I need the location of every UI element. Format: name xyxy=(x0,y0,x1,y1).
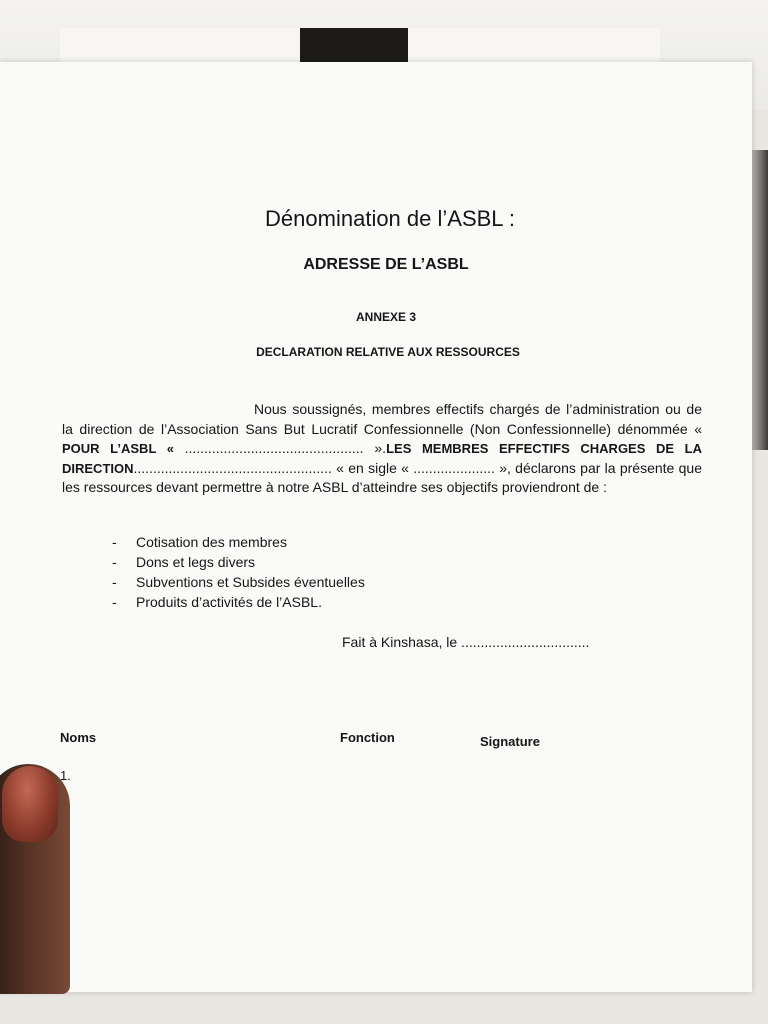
fingernail-image xyxy=(2,766,58,842)
bullet-dash: - xyxy=(112,594,117,610)
list-item-text: Produits d’activités de l’ASBL. xyxy=(136,594,322,610)
bullet-dash: - xyxy=(112,554,117,570)
paragraph-bold-1: POUR L’ASBL « xyxy=(62,441,185,456)
list-item-text: Cotisation des membres xyxy=(136,534,287,550)
document-page xyxy=(0,62,752,992)
column-noms: Noms xyxy=(60,730,97,745)
list-item xyxy=(112,572,365,592)
bullet-dash: - xyxy=(112,534,117,550)
column-signature: Signature xyxy=(480,734,540,749)
row-number: 1. xyxy=(60,768,71,783)
paragraph-bold-2: LES MEMBRES EFFECTIFS CHARGES DE LA DIRECTION xyxy=(62,441,702,476)
list-item xyxy=(112,532,365,552)
list-item-text: Subventions et Subsides éventuelles xyxy=(136,574,365,590)
paragraph-part-2: .............................................. ». xyxy=(184,440,387,456)
list-item xyxy=(112,592,365,612)
list-item-text: Dons et legs divers xyxy=(136,554,256,570)
bullet-dash: - xyxy=(112,574,117,590)
column-fonction: Fonction xyxy=(340,730,395,745)
paragraph-part-1: Nous soussignés, membres effectifs chargés de l’administration ou de la direction de l’Association Sans But Lucratif Confessionnelle (Non Confessionnelle) dénommée « xyxy=(62,401,702,437)
declaration-title: DECLARATION RELATIVE AUX RESSOURCES xyxy=(256,345,520,359)
annexe-label: ANNEXE 3 xyxy=(355,310,417,324)
list-item xyxy=(112,552,365,572)
resources-list xyxy=(112,532,365,612)
paragraph-part-3: ................................................... « en sigle « ..................... », déclarons par la présente que les ressources devant permettre à notre ASBL d’atteindre ses objectifs proviendront de : xyxy=(62,459,702,495)
page-title: Dénomination de l’ASBL : xyxy=(265,206,515,231)
place-date-line: Fait à Kinshasa, le ................................. xyxy=(342,634,590,650)
declaration-paragraph xyxy=(62,400,702,498)
page-subtitle: ADRESSE DE L’ASBL xyxy=(303,256,469,273)
